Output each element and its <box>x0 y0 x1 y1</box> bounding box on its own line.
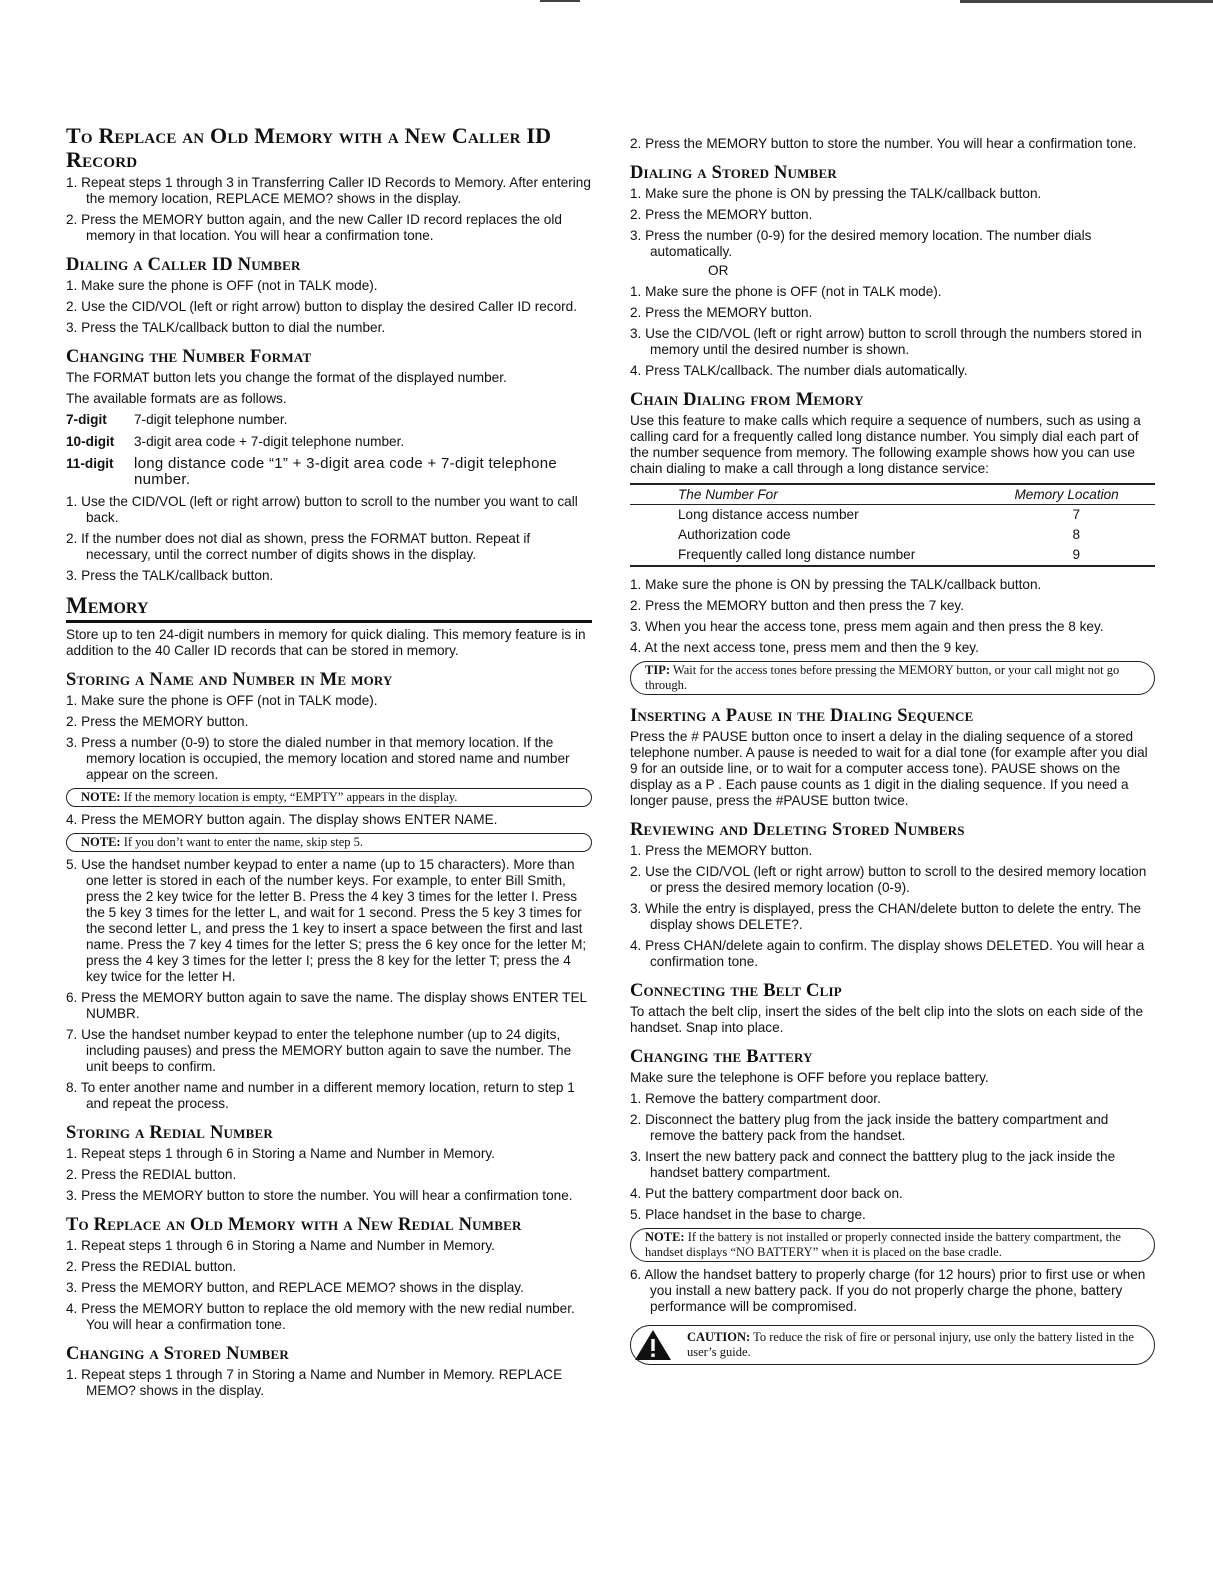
steps-list <box>66 1146 592 1204</box>
tip-text: Wait for the access tones before pressing the MEMORY button, or your call might not go through. <box>645 663 1120 692</box>
list-item: 2. If the number does not dial as shown, press the FORMAT button. Repeat if necessary, until the correct number of digits shows in the display. <box>66 531 531 562</box>
scan-artifact-line <box>540 0 580 2</box>
steps-list <box>630 1267 1155 1315</box>
table-cell: 9 <box>1072 547 1081 562</box>
list-item: 3. Press a number (0-9) to store the dialed number in that memory location. If the memory location is occupied, the memory location and stored name and number appear on the screen. <box>66 735 570 782</box>
list-item: 1. Repeat steps 1 through 7 in Storing a Name and Number in Memory. REPLACE MEMO? shows in the display. <box>66 1367 563 1398</box>
section-title: Storing a Redial Number <box>66 1123 273 1143</box>
steps-list <box>66 278 592 336</box>
list-item: 2. Press the REDIAL button. <box>66 1259 237 1274</box>
list-item: 7. Use the handset number keypad to enter the telephone number (up to 24 digits, including pauses) and press the MEMORY button again to save the number. The unit beeps to confirm. <box>66 1027 572 1074</box>
section-title: Reviewing and Deleting Stored Numbers <box>630 820 965 840</box>
list-item: 2. Use the CID/VOL (left or right arrow) button to scroll to the desired memory location or press the desired memory location (0-9). <box>630 864 1147 895</box>
section-title: To Replace an Old Memory with a New Redial Number <box>66 1215 522 1235</box>
list-item: 1. Make sure the phone is ON by pressing the TALK/callback button. <box>630 186 1042 201</box>
list-item: 5. Place handset in the base to charge. <box>630 1207 866 1222</box>
list-item: 1. Remove the battery compartment door. <box>630 1091 881 1106</box>
list-item: 1. Repeat steps 1 through 6 in Storing a Name and Number in Memory. <box>66 1146 495 1161</box>
list-item: 4. Press TALK/callback. The number dials automatically. <box>630 363 968 378</box>
format-key: 10-digit <box>66 434 115 449</box>
list-item: 3. Press the MEMORY button to store the number. You will hear a confirmation tone. <box>66 1188 573 1203</box>
list-item: 2. Press the MEMORY button and then press the 7 key. <box>630 598 964 613</box>
steps-list <box>630 1091 1155 1223</box>
caution-box <box>630 1325 1155 1365</box>
list-item: 2. Press the REDIAL button. <box>66 1167 237 1182</box>
note-text: If you don’t want to enter the name, skip step 5. <box>123 835 364 849</box>
column-header: Memory Location <box>1014 484 1155 505</box>
table-cell: 8 <box>1072 527 1081 542</box>
list-item: 2. Press the MEMORY button to store the number. You will hear a confirmation tone. <box>630 136 1137 151</box>
section-title: To Replace an Old Memory with a New Caller ID Record <box>66 123 552 172</box>
right-column <box>630 136 1155 1365</box>
column-header: The Number For <box>630 484 1014 505</box>
warning-triangle-icon <box>633 1328 673 1362</box>
list-item: 1. Press the MEMORY button. <box>630 843 813 858</box>
list-item: 3. Press the TALK/callback button. <box>66 568 274 583</box>
table-row <box>630 505 1155 526</box>
note-label: NOTE: <box>645 1230 685 1244</box>
list-item: 1. Repeat steps 1 through 6 in Storing a Name and Number in Memory. <box>66 1238 495 1253</box>
table-cell: Long distance access number <box>678 507 859 522</box>
steps-list <box>66 1238 592 1333</box>
format-row <box>66 456 592 488</box>
table-cell: 7 <box>1072 507 1081 522</box>
scan-artifact-line <box>960 0 1213 3</box>
note-box <box>66 833 592 852</box>
section-title: Chain Dialing from Memory <box>630 390 864 410</box>
section-title: Changing a Stored Number <box>66 1344 290 1364</box>
list-item: 3. Press the MEMORY button, and REPLACE MEMO? shows in the display. <box>66 1280 524 1295</box>
list-item: 6. Allow the handset battery to properly charge (for 12 hours) prior to first use or when you install a new battery pack. If you do not properly charge the phone, battery performance will be compromised. <box>630 1267 1146 1314</box>
section-title: Storing a Name and Number in Me mory <box>66 670 393 690</box>
section-title: Inserting a Pause in the Dialing Sequence <box>630 706 974 726</box>
table-row <box>630 545 1155 566</box>
section-title: Changing the Battery <box>630 1047 813 1067</box>
steps-list <box>66 812 592 828</box>
list-item: 1. Make sure the phone is OFF (not in TALK mode). <box>630 284 942 299</box>
caution-label: CAUTION: <box>687 1330 751 1344</box>
list-item: 3. Use the CID/VOL (left or right arrow) button to scroll through the numbers stored in memory until the desired number is shown. <box>630 326 1142 357</box>
steps-list <box>630 136 1155 152</box>
list-item: 1. Use the CID/VOL (left or right arrow) button to scroll to the number you want to call back. <box>66 494 578 525</box>
table-cell: Frequently called long distance number <box>678 547 916 562</box>
table-cell: Authorization code <box>678 527 791 542</box>
list-item: 3. When you hear the access tone, press mem again and then press the 8 key. <box>630 619 1104 634</box>
format-value: 7-digit telephone number. <box>134 412 288 427</box>
or-separator: OR <box>708 263 729 278</box>
format-key: 11-digit <box>66 456 114 471</box>
memory-location-table <box>630 483 1155 567</box>
list-item: 1. Make sure the phone is ON by pressing the TALK/callback button. <box>630 577 1042 592</box>
steps-list <box>630 284 1155 379</box>
list-item: 8. To enter another name and number in a different memory location, return to step 1 and repeat the process. <box>66 1080 575 1111</box>
caution-text: To reduce the risk of fire or personal injury, use only the battery listed in the user’s guide. <box>687 1330 1134 1359</box>
paragraph: Store up to ten 24-digit numbers in memory for quick dialing. This memory feature is in addition to the 40 Caller ID records that can be stored in memory. <box>66 627 586 658</box>
paragraph: The available formats are as follows. <box>66 391 287 406</box>
table-header-row <box>630 484 1155 505</box>
section-title: Connecting the Belt Clip <box>630 981 842 1001</box>
left-column <box>66 124 592 1404</box>
section-title: Changing the Number Format <box>66 347 312 367</box>
list-item: 2. Disconnect the battery plug from the jack inside the battery compartment and remove the battery pack from the handset. <box>630 1112 1109 1143</box>
note-box <box>630 1228 1155 1262</box>
paragraph: Press the # PAUSE button once to insert a delay in the dialing sequence of a stored telephone number. A pause is needed to wait for a dial tone (for example after you dial 9 for an outside line, or to wait for a computer access tone). PAUSE shows on the display as a P . Each pause counts as 1 digit in the dialing sequence. If you need a longer pause, press the #PAUSE button twice. <box>630 729 1148 808</box>
paragraph: Use this feature to make calls which require a sequence of numbers, such as using a calling card for a frequently called long distance number. You simply dial each part of the number sequence from memory. The following example shows how you can use chain dialing to make a call through a long distance service: <box>630 413 1141 476</box>
note-label: NOTE: <box>81 790 121 804</box>
list-item: 4. At the next access tone, press mem and then the 9 key. <box>630 640 979 655</box>
format-value: long distance code “1” + 3-digit area code + 7-digit telephone number. <box>134 455 558 488</box>
list-item: 4. Put the battery compartment door back on. <box>630 1186 903 1201</box>
list-item: 4. Press the MEMORY button again. The display shows ENTER NAME. <box>66 812 498 827</box>
tip-box <box>630 661 1155 695</box>
format-value: 3-digit area code + 7-digit telephone number. <box>134 434 405 449</box>
format-row <box>66 434 592 450</box>
steps-list <box>630 577 1155 656</box>
section-title: Dialing a Caller ID Number <box>66 255 301 275</box>
steps-list <box>66 1367 592 1399</box>
steps-list <box>66 175 592 244</box>
format-row <box>66 412 592 428</box>
chapter-title: Memory <box>66 594 592 623</box>
paragraph: To attach the belt clip, insert the sides of the belt clip into the slots on each side of the handset. Snap into place. <box>630 1004 1144 1035</box>
note-text: If the memory location is empty, “EMPTY” appears in the display. <box>123 790 458 804</box>
list-item: 2. Press the MEMORY button again, and the new Caller ID record replaces the old memory in that location. You will hear a confirmation tone. <box>66 212 562 243</box>
list-item: 4. Press CHAN/delete again to confirm. The display shows DELETED. You will hear a confirmation tone. <box>630 938 1145 969</box>
list-item: 3. Press the TALK/callback button to dial the number. <box>66 320 386 335</box>
note-box <box>66 788 592 807</box>
steps-list <box>630 186 1155 260</box>
list-item: 3. Insert the new battery pack and connect the batttery plug to the jack inside the handset battery compartment. <box>630 1149 1116 1180</box>
list-item: 4. Press the MEMORY button to replace the old memory with the new redial number. You will hear a confirmation tone. <box>66 1301 575 1332</box>
note-text: If the battery is not installed or properly connected inside the battery compartment, the handset displays “NO BATTERY” when it is placed on the base cradle. <box>645 1230 1121 1259</box>
caution-content <box>687 1330 1140 1360</box>
format-key: 7-digit <box>66 412 107 427</box>
list-item: 5. Use the handset number keypad to enter a name (up to 15 characters). More than one letter is stored in each of the number keys. For example, to enter Bill Smith, press the 2 key twice for the letter B. Press the 4 key 3 times for the letter I. Press the 5 key 3 times for the letter L, and wait for 1 second. Press the 5 key 3 times for the second letter L, and press the 1 key to insert a space between the first and last name. Press the 7 key 4 times for the letter S; press the 6 key once for the letter M; press the 4 key 3 times for the letter I; press the 8 key for the letter T; press the 4 key twice for the letter H. <box>66 857 587 984</box>
list-item: 2. Press the MEMORY button. <box>630 305 813 320</box>
table-row <box>630 525 1155 545</box>
list-item: 1. Make sure the phone is OFF (not in TALK mode). <box>66 693 378 708</box>
note-label: NOTE: <box>81 835 121 849</box>
steps-list <box>66 693 592 783</box>
paragraph: Make sure the telephone is OFF before you replace battery. <box>630 1070 989 1085</box>
list-item: 3. Press the number (0-9) for the desired memory location. The number dials automatically. <box>630 228 1092 259</box>
list-item: 2. Press the MEMORY button. <box>66 714 249 729</box>
steps-list <box>66 494 592 584</box>
list-item: 2. Use the CID/VOL (left or right arrow) button to display the desired Caller ID record. <box>66 299 577 314</box>
list-item: 1. Make sure the phone is OFF (not in TALK mode). <box>66 278 378 293</box>
steps-list <box>630 843 1155 970</box>
list-item: 3. While the entry is displayed, press the CHAN/delete button to delete the entry. The display shows DELETE?. <box>630 901 1142 932</box>
steps-list <box>66 857 592 1112</box>
list-item: 6. Press the MEMORY button again to save the name. The display shows ENTER TEL NUMBR. <box>66 990 587 1021</box>
list-item: 1. Repeat steps 1 through 3 in Transferring Caller ID Records to Memory. After entering the memory location, REPLACE MEMO? shows in the display. <box>66 175 591 206</box>
list-item: 2. Press the MEMORY button. <box>630 207 813 222</box>
paragraph: The FORMAT button lets you change the format of the displayed number. <box>66 370 507 385</box>
tip-label: TIP: <box>645 663 670 677</box>
section-title: Dialing a Stored Number <box>630 163 837 183</box>
